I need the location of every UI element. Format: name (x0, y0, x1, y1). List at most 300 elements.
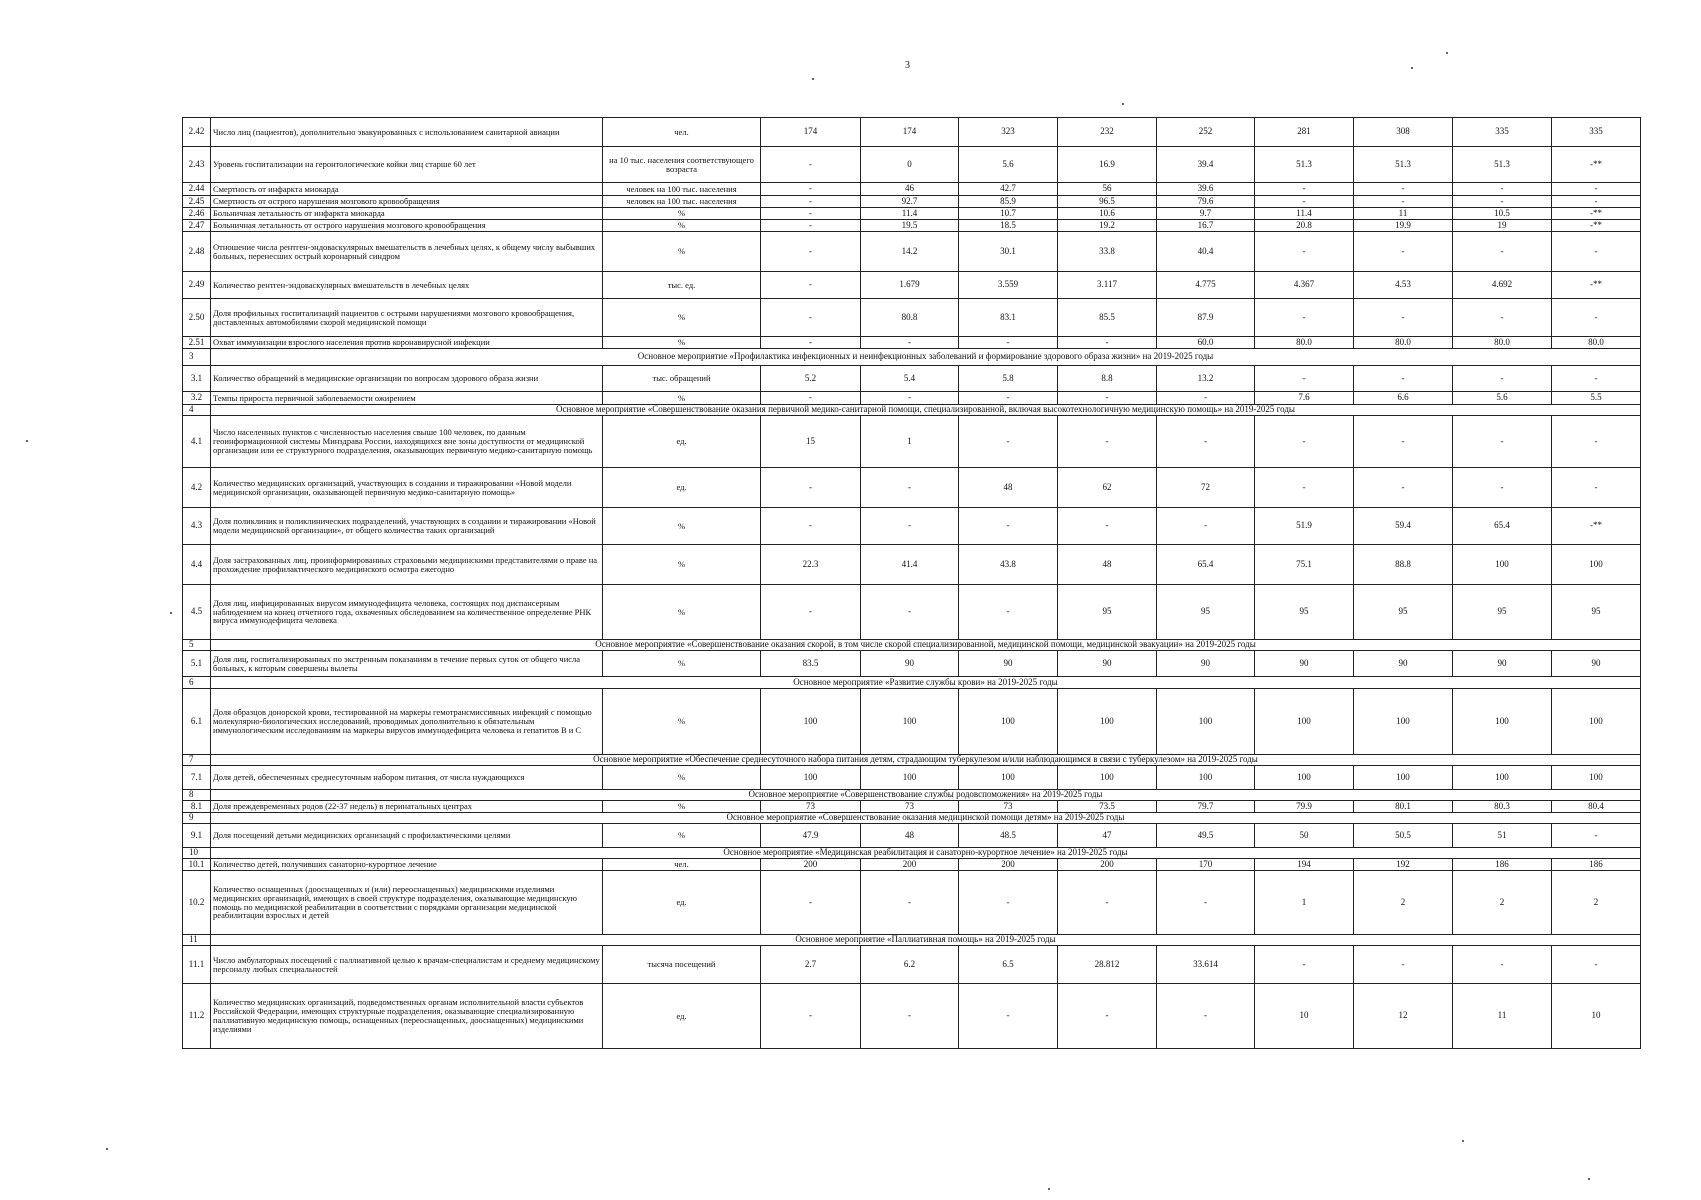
indicator-unit: % (603, 232, 761, 272)
scan-speck (1446, 52, 1448, 54)
indicator-value: 4.775 (1157, 272, 1255, 299)
indicator-name: Доля профильных госпитализаций пациентов с острыми нарушениями мозгового кровообращения, доставленных автомобилями скорой медицинской помощи (211, 299, 603, 337)
indicator-value: - (1255, 232, 1354, 272)
indicator-value: 186 (1453, 859, 1552, 871)
scan-speck (1122, 103, 1124, 105)
indicator-number: 4.2 (183, 468, 211, 508)
indicator-name: Количество оснащенных (дооснащенных и (или) переоснащенных) медицинскими изделиями медицинских организаций, имеющих в своей структуре подразделения, оказывающие медицинскую помощь по медицинской реабилитации в соответствии с порядками организации медицинской реабилитации взрослых и детей (211, 871, 603, 935)
indicator-value: 59.4 (1354, 508, 1453, 545)
section-number: 7 (183, 755, 211, 766)
indicator-value: 22.3 (761, 545, 861, 585)
indicator-value: - (1255, 299, 1354, 337)
scan-speck (26, 440, 28, 442)
indicator-value: 87.9 (1157, 299, 1255, 337)
table-body (183, 118, 1641, 1049)
indicator-value: 16.7 (1157, 220, 1255, 232)
indicator-value: - (761, 208, 861, 220)
section-title: Основное мероприятие «Профилактика инфекционных и неинфекционных заболеваний и формирование здорового образа жизни» на 2019-2025 годы (211, 349, 1641, 366)
indicator-value: 9.7 (1157, 208, 1255, 220)
indicator-name: Количество медицинских организаций, участвующих в создании и тиражировании «Новой модели медицинской организации, оказывающей первичную медико-санитарную помощь» (211, 468, 603, 508)
indicator-value: - (861, 508, 959, 545)
indicator-value: - (761, 871, 861, 935)
indicator-value: 33.8 (1058, 232, 1157, 272)
indicator-unit: человек на 100 тыс. населения (603, 196, 761, 208)
indicator-value: 43.8 (959, 545, 1058, 585)
indicator-value: 50 (1255, 824, 1354, 848)
indicator-value: - (1552, 366, 1641, 392)
indicator-value: - (1058, 871, 1157, 935)
indicator-number: 8.1 (183, 801, 211, 813)
indicator-value: 100 (1453, 689, 1552, 755)
indicator-number: 11.2 (183, 984, 211, 1049)
indicator-value: 73 (761, 801, 861, 813)
section-row (183, 677, 1641, 689)
indicator-number: 9.1 (183, 824, 211, 848)
indicator-name: Больничная летальность от острого нарушения мозгового кровообращения (211, 220, 603, 232)
indicator-value: 6.5 (959, 946, 1058, 984)
section-row (183, 935, 1641, 946)
indicator-number: 4.4 (183, 545, 211, 585)
section-row (183, 755, 1641, 766)
indicator-value: - (1255, 416, 1354, 468)
indicator-value: 51.3 (1354, 147, 1453, 183)
indicator-name: Количество детей, получивших санаторно-курортное лечение (211, 859, 603, 871)
indicator-value: 5.8 (959, 366, 1058, 392)
indicator-value: - (1255, 183, 1354, 196)
indicator-value: 232 (1058, 118, 1157, 147)
indicator-value: - (1453, 468, 1552, 508)
section-row (183, 405, 1641, 416)
indicator-value: - (959, 416, 1058, 468)
indicator-number: 10.1 (183, 859, 211, 871)
table-row (183, 299, 1641, 337)
indicator-number: 2.51 (183, 337, 211, 349)
indicator-value: 100 (1255, 766, 1354, 790)
indicator-value: 100 (861, 766, 959, 790)
indicator-number: 2.47 (183, 220, 211, 232)
section-row (183, 790, 1641, 801)
indicator-unit: % (603, 766, 761, 790)
section-title: Основное мероприятие «Совершенствование оказания скорой, в том числе скорой специализированной, медицинской помощи, медицинской эвакуации» на 2019-2025 годы (211, 640, 1641, 651)
indicator-value: - (761, 299, 861, 337)
page-number: 3 (905, 60, 910, 71)
indicator-value: 73.5 (1058, 801, 1157, 813)
indicator-value: 80.0 (1354, 337, 1453, 349)
table-row (183, 118, 1641, 147)
indicator-value: 0 (861, 147, 959, 183)
table-row (183, 651, 1641, 677)
indicator-unit: % (603, 508, 761, 545)
indicator-value: 100 (1354, 766, 1453, 790)
indicator-value: 15 (761, 416, 861, 468)
indicator-unit: чел. (603, 118, 761, 147)
indicator-name: Число лиц (пациентов), дополнительно эвакуированных с использованием санитарной авиации (211, 118, 603, 147)
table-row (183, 366, 1641, 392)
indicator-value: - (1453, 299, 1552, 337)
indicator-value: 20.8 (1255, 220, 1354, 232)
indicator-value: 95 (1157, 585, 1255, 640)
indicator-value: 308 (1354, 118, 1453, 147)
indicator-value: 5.2 (761, 366, 861, 392)
indicator-value: 100 (761, 766, 861, 790)
indicator-number: 2.48 (183, 232, 211, 272)
indicator-value: - (1552, 946, 1641, 984)
indicator-unit: на 10 тыс. населения соответствующего возраста (603, 147, 761, 183)
indicator-value: - (1354, 232, 1453, 272)
indicator-value: - (1552, 299, 1641, 337)
indicator-value: 95 (1354, 585, 1453, 640)
indicator-value: - (1354, 946, 1453, 984)
table-row (183, 984, 1641, 1049)
indicator-value: - (1255, 946, 1354, 984)
indicator-value: - (959, 984, 1058, 1049)
indicator-value: 2.7 (761, 946, 861, 984)
indicator-unit: % (603, 585, 761, 640)
indicator-value: 90 (959, 651, 1058, 677)
indicator-value: 281 (1255, 118, 1354, 147)
indicator-value: - (1354, 416, 1453, 468)
indicator-value: 100 (1255, 689, 1354, 755)
indicator-unit: % (603, 208, 761, 220)
indicator-value: 80.0 (1453, 337, 1552, 349)
indicator-value: - (959, 508, 1058, 545)
indicator-value: - (1552, 196, 1641, 208)
indicator-number: 10.2 (183, 871, 211, 935)
indicator-value: 95 (1255, 585, 1354, 640)
indicator-number: 2.50 (183, 299, 211, 337)
indicator-value: - (1157, 984, 1255, 1049)
indicator-value: 100 (1453, 545, 1552, 585)
indicator-value: 65.4 (1157, 545, 1255, 585)
indicator-value: 16.9 (1058, 147, 1157, 183)
section-title: Основное мероприятие «Совершенствование оказания первичной медико-санитарной помощи, специализированной, включая высокотехнологичную медицинскую помощь» на 2019-2025 годы (211, 405, 1641, 416)
section-number: 4 (183, 405, 211, 416)
indicator-value: 10.6 (1058, 208, 1157, 220)
indicator-value: 79.7 (1157, 801, 1255, 813)
indicator-value: 174 (861, 118, 959, 147)
indicator-value: - (761, 220, 861, 232)
indicator-value: 11 (1354, 208, 1453, 220)
indicator-value: - (761, 468, 861, 508)
indicator-name: Отношение числа рентген-эндоваскулярных вмешательств в лечебных целях, к общему числу выбывших больных, перенесших острый коронарный синдром (211, 232, 603, 272)
section-title: Основное мероприятие «Обеспечение среднесуточного набора питания детям, страдающим туберкулезом и/или наблюдающимся в связи с туберкулезом» на 2019-2025 годы (211, 755, 1641, 766)
table-row (183, 392, 1641, 405)
indicator-value: 4.692 (1453, 272, 1552, 299)
indicator-value: 10.5 (1453, 208, 1552, 220)
indicator-value: 2 (1354, 871, 1453, 935)
indicator-value: 48 (1058, 545, 1157, 585)
indicator-value: 92.7 (861, 196, 959, 208)
section-number: 3 (183, 349, 211, 366)
indicator-value: - (861, 585, 959, 640)
indicator-value: 48 (861, 824, 959, 848)
indicator-value: 11.4 (861, 208, 959, 220)
indicator-number: 4.1 (183, 416, 211, 468)
indicator-value: 7.6 (1255, 392, 1354, 405)
indicator-value: - (1453, 366, 1552, 392)
section-number: 10 (183, 848, 211, 859)
indicator-value: 4.367 (1255, 272, 1354, 299)
section-title: Основное мероприятие «Паллиативная помощь» на 2019-2025 годы (211, 935, 1641, 946)
indicator-value: 90 (861, 651, 959, 677)
scan-speck (1411, 67, 1413, 69)
indicator-value: 252 (1157, 118, 1255, 147)
indicator-name: Уровень госпитализации на геронтологические койки лиц старше 60 лет (211, 147, 603, 183)
indicator-value: 79.9 (1255, 801, 1354, 813)
indicator-name: Смертность от острого нарушения мозгового кровообращения (211, 196, 603, 208)
indicator-unit: ед. (603, 984, 761, 1049)
indicator-unit: % (603, 220, 761, 232)
indicator-value: - (1058, 984, 1157, 1049)
section-number: 11 (183, 935, 211, 946)
indicator-number: 2.42 (183, 118, 211, 147)
section-number: 5 (183, 640, 211, 651)
indicator-value: 335 (1552, 118, 1641, 147)
indicator-value: 8.8 (1058, 366, 1157, 392)
indicator-unit: тыс. ед. (603, 272, 761, 299)
indicator-value: 19.2 (1058, 220, 1157, 232)
indicators-table (182, 117, 1641, 1049)
indicator-value: 80.4 (1552, 801, 1641, 813)
indicator-unit: % (603, 545, 761, 585)
indicator-unit: % (603, 392, 761, 405)
indicator-value: 100 (959, 689, 1058, 755)
indicator-value: 11 (1453, 984, 1552, 1049)
indicator-value: 100 (1552, 545, 1641, 585)
indicator-value: 51.3 (1255, 147, 1354, 183)
indicator-value: 1 (861, 416, 959, 468)
indicator-value: - (861, 337, 959, 349)
scan-speck (106, 1148, 108, 1150)
indicator-value: 100 (1552, 689, 1641, 755)
indicator-value: 75.1 (1255, 545, 1354, 585)
indicator-value: - (959, 585, 1058, 640)
indicator-number: 11.1 (183, 946, 211, 984)
indicator-name: Доля детей, обеспеченных среднесуточным набором питания, от числа нуждающихся (211, 766, 603, 790)
indicator-value: - (1058, 337, 1157, 349)
indicator-value: - (1453, 946, 1552, 984)
indicator-name: Темпы прироста первичной заболеваемости ожирением (211, 392, 603, 405)
indicator-value: - (1453, 183, 1552, 196)
indicator-value: 1.679 (861, 272, 959, 299)
indicator-unit: ед. (603, 871, 761, 935)
scan-speck (812, 78, 814, 80)
indicator-value: 90 (1255, 651, 1354, 677)
table-row (183, 689, 1641, 755)
indicator-value: 85.9 (959, 196, 1058, 208)
indicator-value: 83.1 (959, 299, 1058, 337)
indicator-value: 6.2 (861, 946, 959, 984)
indicator-value: - (1552, 468, 1641, 508)
indicator-value: 5.4 (861, 366, 959, 392)
indicator-value: - (1552, 183, 1641, 196)
indicator-value: - (1058, 508, 1157, 545)
section-title: Основное мероприятие «Медицинская реабилитация и санаторно-курортное лечение» на 2019-2025 годы (211, 848, 1641, 859)
table-row (183, 859, 1641, 871)
indicator-value: 5.5 (1552, 392, 1641, 405)
indicator-value: - (1255, 468, 1354, 508)
table-row (183, 416, 1641, 468)
indicator-number: 5.1 (183, 651, 211, 677)
scan-speck (1462, 1140, 1464, 1142)
indicator-value: 5.6 (959, 147, 1058, 183)
indicator-number: 6.1 (183, 689, 211, 755)
indicator-value: 50.5 (1354, 824, 1453, 848)
table-row (183, 801, 1641, 813)
indicator-value: 11.4 (1255, 208, 1354, 220)
indicator-value: 48.5 (959, 824, 1058, 848)
indicator-number: 2.49 (183, 272, 211, 299)
indicator-value: 51.9 (1255, 508, 1354, 545)
section-row (183, 813, 1641, 824)
section-row (183, 349, 1641, 366)
indicator-value: 56 (1058, 183, 1157, 196)
indicator-unit: ед. (603, 416, 761, 468)
indicator-value: 19.9 (1354, 220, 1453, 232)
indicator-number: 4.3 (183, 508, 211, 545)
indicator-value: -** (1552, 220, 1641, 232)
indicator-value: 90 (1354, 651, 1453, 677)
scan-speck (1588, 1178, 1590, 1180)
indicator-value: - (861, 984, 959, 1049)
indicator-value: - (1453, 416, 1552, 468)
indicator-value: 47 (1058, 824, 1157, 848)
indicator-name: Доля посещений детьми медицинских организаций с профилактическими целями (211, 824, 603, 848)
indicator-value: 10.7 (959, 208, 1058, 220)
indicator-name: Количество рентген-эндоваскулярных вмешательств в лечебных целях (211, 272, 603, 299)
section-title: Основное мероприятие «Развитие службы крови» на 2019-2025 годы (211, 677, 1641, 689)
table-row (183, 208, 1641, 220)
indicator-value: 100 (1354, 689, 1453, 755)
indicator-value: 80.0 (1255, 337, 1354, 349)
section-title: Основное мероприятие «Совершенствование оказания медицинской помощи детям» на 2019-2025 годы (211, 813, 1641, 824)
indicator-value: - (1058, 392, 1157, 405)
indicator-value: 80.0 (1552, 337, 1641, 349)
indicator-value: - (1255, 366, 1354, 392)
indicator-value: 51.3 (1453, 147, 1552, 183)
scan-speck (1048, 1188, 1050, 1190)
indicator-value: 90 (1058, 651, 1157, 677)
indicator-name: Смертность от инфаркта миокарда (211, 183, 603, 196)
indicator-value: 100 (1453, 766, 1552, 790)
indicator-number: 2.44 (183, 183, 211, 196)
indicator-value: 170 (1157, 859, 1255, 871)
indicator-value: 2 (1552, 871, 1641, 935)
indicator-value: 95 (1552, 585, 1641, 640)
indicator-value: 18.5 (959, 220, 1058, 232)
indicator-value: - (1157, 392, 1255, 405)
indicator-unit: % (603, 824, 761, 848)
indicator-unit: % (603, 651, 761, 677)
indicator-value: 192 (1354, 859, 1453, 871)
indicator-value: 90 (1552, 651, 1641, 677)
indicator-value: 90 (1453, 651, 1552, 677)
indicator-value: - (1157, 871, 1255, 935)
indicator-value: 42.7 (959, 183, 1058, 196)
indicator-value: -** (1552, 272, 1641, 299)
indicator-unit: % (603, 689, 761, 755)
indicator-value: 200 (761, 859, 861, 871)
indicator-value: 10 (1552, 984, 1641, 1049)
section-row (183, 848, 1641, 859)
table-row (183, 232, 1641, 272)
table-row (183, 824, 1641, 848)
indicator-value: - (959, 392, 1058, 405)
table-row (183, 337, 1641, 349)
indicator-number: 7.1 (183, 766, 211, 790)
indicator-value: 33.614 (1157, 946, 1255, 984)
indicator-value: -** (1552, 508, 1641, 545)
indicator-value: 194 (1255, 859, 1354, 871)
indicator-name: Количество медицинских организаций, подведомственных органам исполнительной власти субъектов Российской Федерации, имеющих структурные подразделения, оказывающие специализированную паллиативную медицинскую помощь, оснащенных (переоснащенных, дооснащенных) медицинскими изделиями (211, 984, 603, 1049)
indicator-value: 73 (959, 801, 1058, 813)
indicator-value: 200 (861, 859, 959, 871)
indicator-value: 335 (1453, 118, 1552, 147)
indicator-value: 80.3 (1453, 801, 1552, 813)
indicator-value: 80.8 (861, 299, 959, 337)
indicator-value: 100 (1157, 689, 1255, 755)
indicator-name: Количество обращений в медицинские организации по вопросам здорового образа жизни (211, 366, 603, 392)
table-row (183, 508, 1641, 545)
indicator-name: Доля преждевременных родов (22-37 недель) в перинатальных центрах (211, 801, 603, 813)
table-row (183, 585, 1641, 640)
indicator-name: Число населенных пунктов с численностью населения свыше 100 человек, по данным геоинформационной системы Минздрава России, находящихся вне зоны доступности от медицинской организации или ее структурного подразделения, оказывающих первичную медико-санитарную помощь (211, 416, 603, 468)
indicator-value: - (761, 196, 861, 208)
indicator-value: 100 (959, 766, 1058, 790)
indicator-value: -** (1552, 147, 1641, 183)
indicator-value: - (861, 871, 959, 935)
table-row (183, 946, 1641, 984)
indicator-value: 73 (861, 801, 959, 813)
indicator-value: 100 (1058, 766, 1157, 790)
indicator-value: 51 (1453, 824, 1552, 848)
indicator-value: 41.4 (861, 545, 959, 585)
indicator-value: 95 (1453, 585, 1552, 640)
indicator-name: Число амбулаторных посещений с паллиативной целью к врачам-специалистам и среднему медицинскому персоналу любых специальностей (211, 946, 603, 984)
indicator-value: 100 (861, 689, 959, 755)
indicator-value: - (761, 147, 861, 183)
indicator-value: 90 (1157, 651, 1255, 677)
indicator-number: 2.45 (183, 196, 211, 208)
indicator-value: - (1058, 416, 1157, 468)
indicator-value: - (1354, 183, 1453, 196)
indicator-value: 323 (959, 118, 1058, 147)
section-row (183, 640, 1641, 651)
indicator-value: 19 (1453, 220, 1552, 232)
indicator-value: 96.5 (1058, 196, 1157, 208)
indicator-value: - (761, 508, 861, 545)
table-row (183, 468, 1641, 508)
indicator-value: - (1157, 416, 1255, 468)
indicator-value: 46 (861, 183, 959, 196)
table-row (183, 766, 1641, 790)
indicator-value: 2 (1453, 871, 1552, 935)
indicator-value: 4.53 (1354, 272, 1453, 299)
indicator-value: - (1157, 508, 1255, 545)
indicator-value: 100 (1058, 689, 1157, 755)
indicator-value: 13.2 (1157, 366, 1255, 392)
indicator-name: Доля поликлиник и поликлинических подразделений, участвующих в создании и тиражировании «Новой модели медицинской организации», от общего количества таких организаций (211, 508, 603, 545)
indicator-value: 12 (1354, 984, 1453, 1049)
indicator-value: 100 (1157, 766, 1255, 790)
indicator-value: 100 (1552, 766, 1641, 790)
indicator-value: 40.4 (1157, 232, 1255, 272)
indicator-value: 39.6 (1157, 183, 1255, 196)
section-number: 9 (183, 813, 211, 824)
indicator-value: 6.6 (1354, 392, 1453, 405)
indicator-unit: ед. (603, 468, 761, 508)
indicator-name: Доля лиц, госпитализированных по экстренным показаниям в течение первых суток от общего числа больных, к которым совершены вылеты (211, 651, 603, 677)
